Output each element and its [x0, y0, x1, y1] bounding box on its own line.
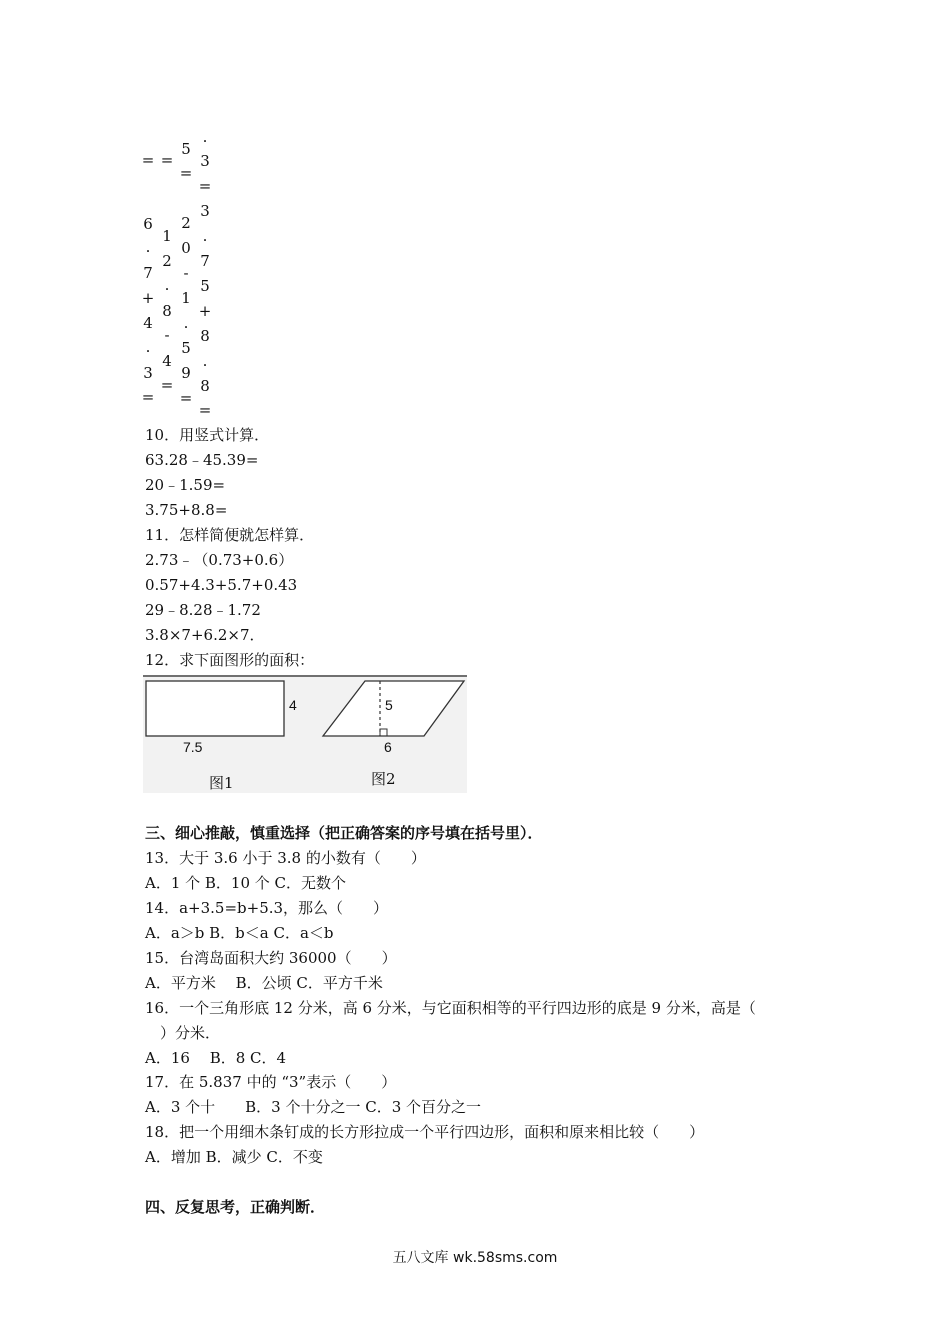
vchar: 5 [200, 277, 210, 295]
q10-item-c: 3.75+8.8= [145, 501, 228, 519]
q15-options: A．平方米 B．公顷 C．平方千米 [145, 974, 383, 992]
vchar: = [141, 388, 155, 406]
para-base-label: 6 [384, 739, 392, 755]
q17-options: A．3 个十 B．3 个十分之一 C．3 个百分之一 [145, 1098, 482, 1116]
vchar: 7 [200, 252, 210, 270]
question-16: 16．一个三角形底 12 分米，高 6 分米，与它面积相等的平行四边形的底是 9 分米，高是（ [145, 999, 756, 1017]
vchar: = [179, 389, 193, 407]
question-17: 17．在 5.837 中的 “3”表示（ ） [145, 1073, 397, 1091]
fig1-caption: 图1 [209, 774, 234, 792]
vchar: 4 [143, 314, 153, 332]
vchar: = [179, 164, 193, 182]
vchar: . [202, 227, 208, 245]
vchar: 1 [162, 227, 172, 245]
vchar: - [183, 264, 189, 282]
q10-item-a: 63.28﹣45.39= [145, 451, 259, 469]
vchar: 8 [200, 327, 210, 345]
vchar: . [145, 338, 151, 356]
section-4-title: 四、反复思考，正确判断． [145, 1198, 326, 1216]
vchar: 3 [200, 152, 210, 170]
question-11: 11．怎样简便就怎样算． [145, 526, 315, 544]
vchar: 0 [181, 239, 191, 257]
question-15: 15．台湾岛面积大约 36000（ ） [145, 949, 397, 967]
rect-width-label: 7.5 [183, 739, 203, 755]
question-14: 14．a+3.5=b+5.3，那么（ ） [145, 899, 389, 917]
vchar: . [202, 352, 208, 370]
vchar: = [160, 151, 174, 169]
q18-options: A．增加 B．减少 C．不变 [145, 1148, 323, 1166]
q11-item-c: 29﹣8.28﹣1.72 [145, 601, 261, 619]
q11-item-a: 2.73﹣（0.73+0.6） [145, 551, 294, 569]
vchar: = [141, 151, 155, 169]
vchar: 9 [181, 364, 191, 382]
q14-options: A．a＞b B．b＜a C．a＜b [145, 924, 334, 942]
rectangle-shape [146, 681, 284, 736]
footer-watermark: 五八文库 wk.58sms.com [392, 1250, 558, 1266]
q16-options: A．16 B．8 C．4 [145, 1049, 287, 1067]
area-figure-svg [143, 675, 467, 793]
q11-item-d: 3.8×7+6.2×7． [145, 626, 265, 644]
vchar: 7 [143, 264, 153, 282]
vchar: 3 [143, 364, 153, 382]
para-height-label: 5 [385, 697, 393, 713]
question-18: 18．把一个用细木条钉成的长方形拉成一个平行四边形，面积和原来相比较（ ） [145, 1123, 705, 1141]
vchar: = [160, 376, 174, 394]
q10-item-b: 20﹣1.59= [145, 476, 226, 494]
fig2-caption: 图2 [371, 770, 396, 788]
vchar: . [164, 276, 170, 294]
section-3-title: 三、细心推敲，慎重选择（把正确答案的序号填在括号里）． [145, 824, 543, 842]
vchar: 6 [143, 215, 153, 233]
q13-options: A．1 个 B．10 个 C．无数个 [145, 874, 347, 892]
vchar: 8 [200, 377, 210, 395]
question-16-cont: ）分米． [145, 1024, 221, 1042]
vchar: 4 [162, 352, 172, 370]
vchar: . [145, 238, 151, 256]
vchar: . [183, 314, 189, 332]
vchar: 8 [162, 302, 172, 320]
vchar: = [198, 401, 212, 419]
vchar: 1 [181, 289, 191, 307]
question-12: 12．求下面图形的面积： [145, 651, 315, 669]
vchar: . [202, 128, 208, 146]
vchar: 2 [181, 214, 191, 232]
area-figure [143, 675, 467, 793]
question-13: 13．大于 3.6 小于 3.8 的小数有（ ） [145, 849, 426, 867]
vchar: + [141, 289, 155, 307]
q11-item-b: 0.57+4.3+5.7+0.43 [145, 576, 298, 594]
vchar: 3 [200, 202, 210, 220]
vchar: + [198, 302, 212, 320]
vchar: 5 [181, 140, 191, 158]
rect-height-label: 4 [289, 697, 297, 713]
vchar: 2 [162, 252, 172, 270]
vchar: = [198, 177, 212, 195]
question-10: 10．用竖式计算． [145, 426, 270, 444]
vchar: 5 [181, 339, 191, 357]
vchar: - [164, 326, 170, 344]
